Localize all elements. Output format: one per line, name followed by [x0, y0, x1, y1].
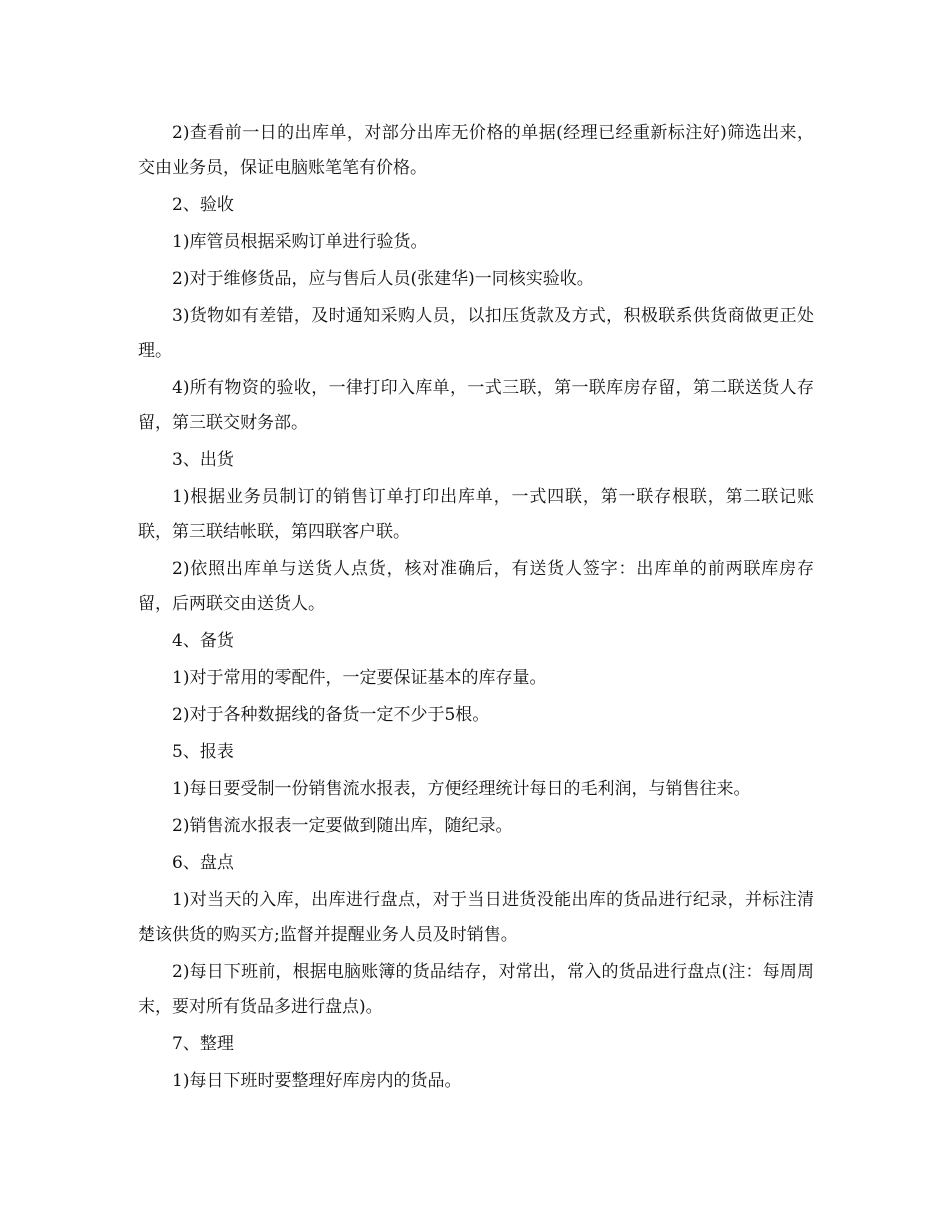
- paragraph: 2)依照出库单与送货人点货，核对准确后，有送货人签字：出库单的前两联库房存留，后两联交由送货人。: [138, 559, 814, 614]
- paragraph: 1)每日下班时要整理好库房内的货品。: [172, 1071, 462, 1091]
- paragraph: 3)货物如有差错，及时通知采购人员，以扣压货款及方式，积极联系供货商做更正处理。: [138, 306, 814, 361]
- section-heading: 6、盘点: [172, 853, 234, 873]
- paragraph: 2)销售流水报表一定要做到随出库，随纪录。: [172, 816, 513, 836]
- paragraph: 1)根据业务员制订的销售订单打印出库单，一式四联，第一联存根联，第二联记账联，第三联结帐联，第四联客户联。: [138, 487, 814, 542]
- paragraph: 2)对于维修货品，应与售后人员(张建华)一同核实验收。: [172, 269, 594, 289]
- section-heading: 3、出货: [172, 450, 234, 470]
- section-heading: 2、验收: [172, 195, 234, 215]
- paragraph: 1)对于常用的零配件，一定要保证基本的库存量。: [172, 668, 547, 688]
- document-body: [138, 116, 814, 1101]
- section-heading: 5、报表: [172, 742, 234, 762]
- paragraph: 1)对当天的入库，出库进行盘点，对于当日进货没能出库的货品进行纪录，并标注清楚该供货的购买方;监督并提醒业务人员及时销售。: [138, 890, 814, 945]
- paragraph: 2)每日下班前，根据电脑账簿的货品结存，对常出，常入的货品进行盘点(注：每周周末，要对所有货品多进行盘点)。: [138, 962, 814, 1017]
- paragraph: 1)每日要受制一份销售流水报表，方便经理统计每日的毛利润，与销售往来。: [172, 779, 751, 799]
- paragraph: 4)所有物资的验收，一律打印入库单，一式三联，第一联库房存留，第二联送货人存留，第三联交财务部。: [138, 378, 814, 433]
- paragraph: 2)对于各种数据线的备货一定不少于5根。: [172, 705, 490, 725]
- section-heading: 4、备货: [172, 631, 234, 651]
- paragraph: 1)库管员根据采购订单进行验货。: [172, 232, 428, 252]
- section-heading: 7、整理: [172, 1034, 234, 1054]
- paragraph: 2)查看前一日的出库单，对部分出库无价格的单据(经理已经重新标注好)筛选出来，交由业务员，保证电脑账笔笔有价格。: [138, 123, 814, 178]
